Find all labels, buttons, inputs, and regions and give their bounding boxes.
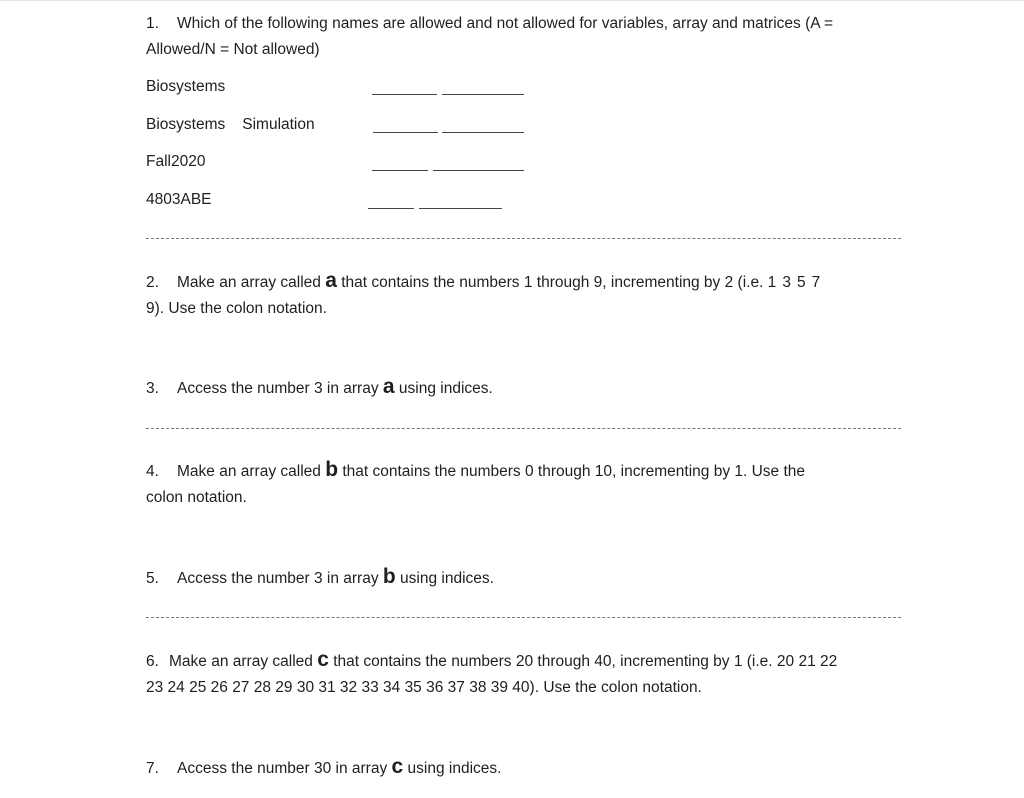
name-4803abe: 4803ABE bbox=[146, 191, 212, 208]
question-4-number: 4. bbox=[146, 463, 159, 480]
question-6 bbox=[146, 647, 906, 701]
question-3-text-b: using indices. bbox=[398, 380, 493, 397]
question-4-line-1 bbox=[146, 457, 906, 485]
question-1-number: 1. bbox=[146, 15, 159, 32]
answer-blank-2b[interactable] bbox=[442, 132, 524, 133]
question-4-text-b: that contains the numbers 0 through 10, incrementing by 1. Use the bbox=[342, 463, 806, 480]
question-2-text-b: that contains the numbers 1 through 9, incrementing by 2 (i.e. 1 bbox=[341, 274, 777, 291]
question-1 bbox=[146, 11, 906, 63]
answer-blank-1b[interactable] bbox=[442, 94, 524, 95]
variable-a: a bbox=[382, 375, 395, 398]
answer-blank-3b[interactable] bbox=[433, 170, 524, 171]
question-2-line-2: 9). Use the colon notation. bbox=[146, 300, 327, 317]
name-part-1: Biosystems bbox=[146, 116, 226, 133]
question-5-text-a: Access the number 3 in array bbox=[177, 570, 379, 587]
seq-item: 7 bbox=[811, 274, 821, 291]
question-7-text-a: Access the number 30 in array bbox=[177, 760, 388, 777]
question-3-text-a: Access the number 3 in array bbox=[177, 380, 379, 397]
name-biosystems: Biosystems bbox=[146, 78, 226, 95]
answer-blank-1a[interactable] bbox=[372, 94, 437, 95]
question-2-line-1 bbox=[146, 268, 906, 296]
question-5-number: 5. bbox=[146, 570, 159, 587]
question-1-line-1 bbox=[146, 11, 906, 37]
seq-item: 5 bbox=[796, 274, 806, 291]
dashed-divider-1 bbox=[146, 238, 901, 239]
variable-b: b bbox=[382, 565, 396, 588]
question-4 bbox=[146, 457, 906, 511]
question-7-number: 7. bbox=[146, 760, 159, 777]
answer-blank-4b[interactable] bbox=[419, 208, 502, 209]
question-3-number: 3. bbox=[146, 380, 159, 397]
question-4-line-2: colon notation. bbox=[146, 489, 247, 506]
page-top-border bbox=[0, 0, 1024, 1]
question-2-text-a: Make an array called bbox=[177, 274, 321, 291]
question-6-line-1 bbox=[146, 647, 906, 675]
question-3 bbox=[146, 374, 906, 402]
name-part-2: Simulation bbox=[242, 116, 315, 133]
answer-blank-4a[interactable] bbox=[368, 208, 414, 209]
question-1-text-a: Which of the following names are allowed and not allowed for variables, array and matrices (A = bbox=[177, 15, 834, 32]
question-6-text-a: Make an array called bbox=[169, 653, 313, 670]
dashed-divider-2 bbox=[146, 428, 901, 429]
question-4-text-a: Make an array called bbox=[177, 463, 321, 480]
variable-c: c bbox=[391, 755, 404, 778]
variable-a: a bbox=[325, 269, 337, 292]
answer-blank-3a[interactable] bbox=[372, 170, 428, 171]
dashed-divider-3 bbox=[146, 617, 901, 618]
variable-c: c bbox=[317, 648, 329, 671]
seq-item: 3 bbox=[782, 274, 791, 291]
name-biosystems-simulation bbox=[146, 116, 315, 134]
question-5 bbox=[146, 564, 906, 592]
answer-blank-2a[interactable] bbox=[373, 132, 438, 133]
question-7 bbox=[146, 754, 906, 782]
question-7-text-b: using indices. bbox=[407, 760, 502, 777]
question-6-number: 6. bbox=[146, 653, 159, 670]
question-6-line-2: 23 24 25 26 27 28 29 30 31 32 33 34 35 36 37 38 39 40). Use the colon notation. bbox=[146, 679, 702, 696]
question-6-text-b: that contains the numbers 20 through 40, incrementing by 1 (i.e. 20 21 22 bbox=[333, 653, 838, 670]
question-2-number: 2. bbox=[146, 274, 159, 291]
question-1-line-2: Allowed/N = Not allowed) bbox=[146, 41, 320, 58]
variable-b: b bbox=[325, 458, 339, 481]
question-5-text-b: using indices. bbox=[400, 570, 494, 587]
name-fall2020: Fall2020 bbox=[146, 153, 206, 170]
question-2 bbox=[146, 268, 906, 322]
